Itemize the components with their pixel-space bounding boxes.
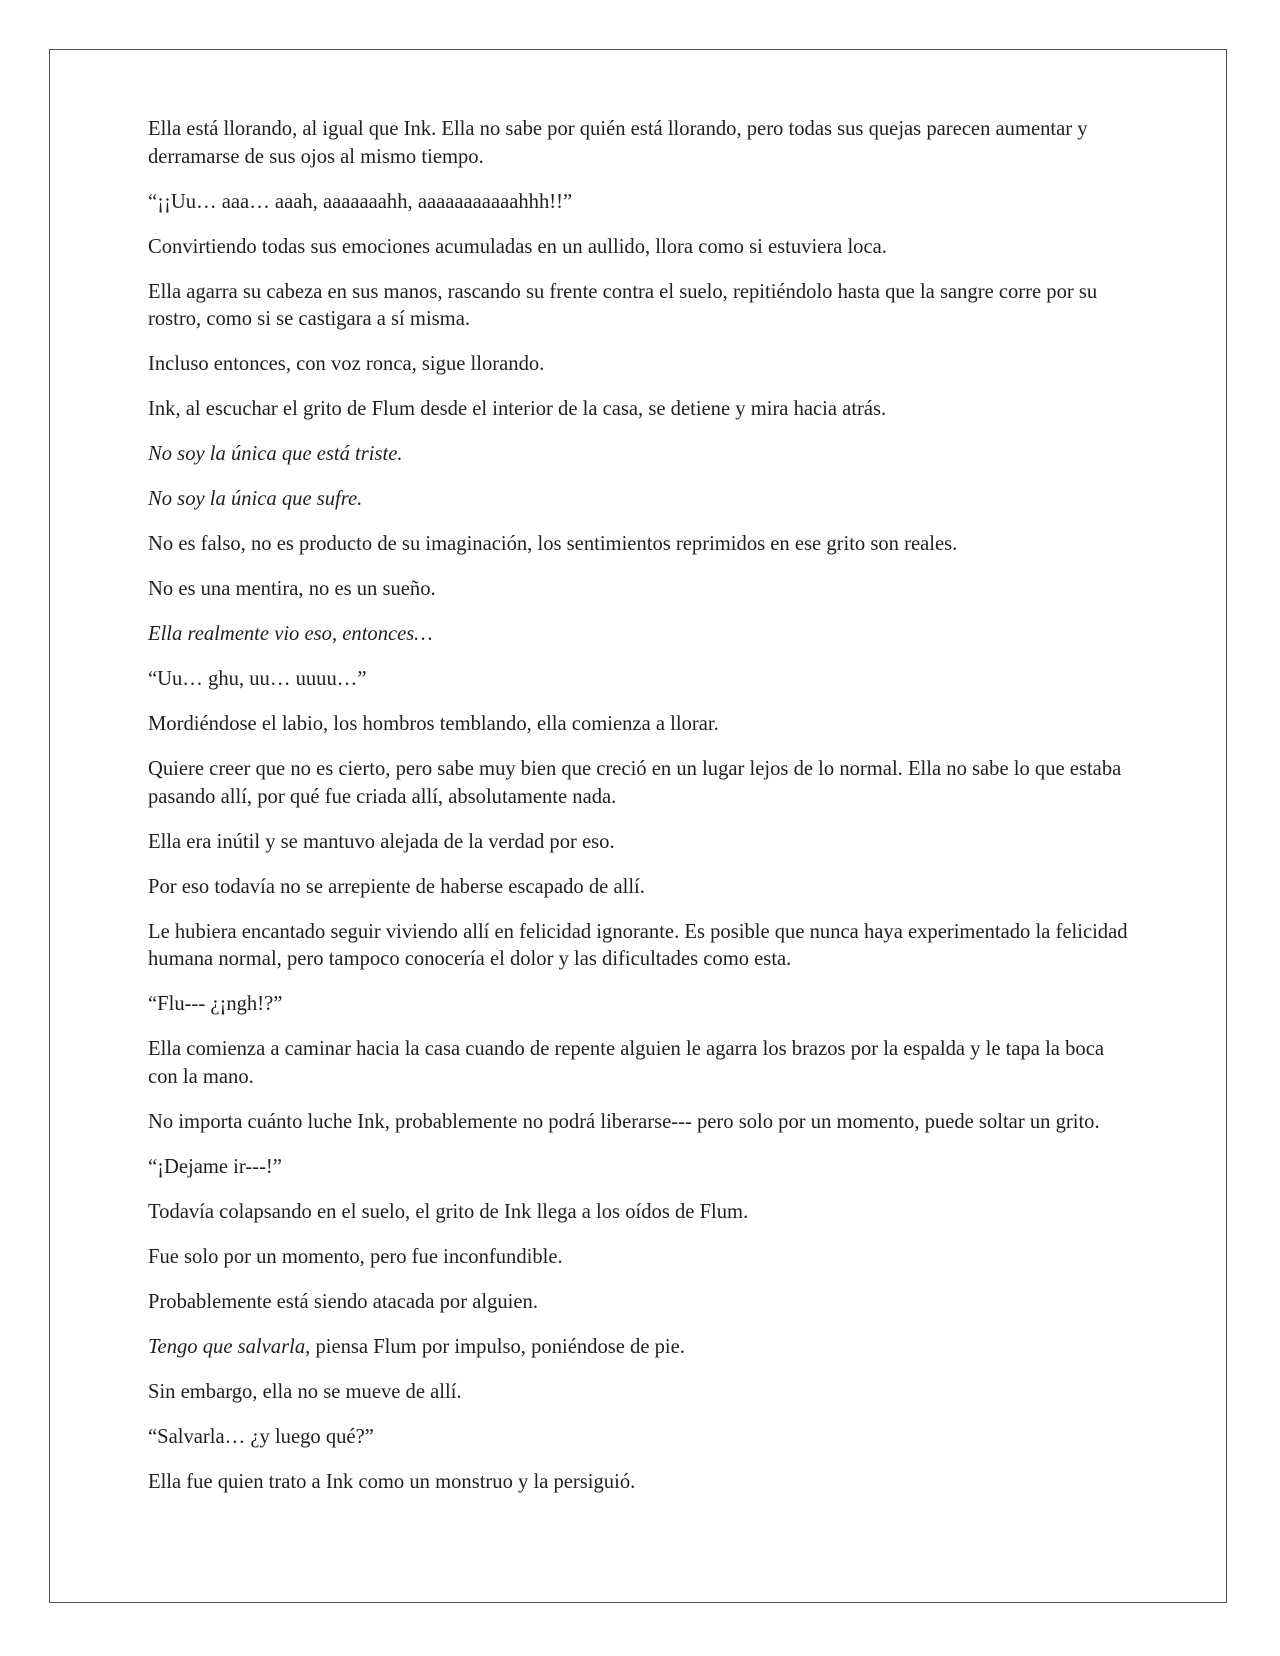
- dialogue-line: “¡Dejame ir---!”: [148, 1155, 282, 1178]
- paragraph: Tengo que salvarla, piensa Flum por impulso, poniéndose de pie.: [148, 1335, 685, 1358]
- paragraph: Convirtiendo todas sus emociones acumuladas en un aullido, llora como si estuviera loca.: [148, 235, 887, 258]
- paragraph: Todavía colapsando en el suelo, el grito de Ink llega a los oídos de Flum.: [148, 1200, 749, 1223]
- paragraph: Ella agarra su cabeza en sus manos, rascando su frente contra el suelo, repitiéndolo hasta que la sangre corre por su rostro, como si se castigara a sí misma.: [148, 280, 1098, 330]
- dialogue-line: “Salvarla… ¿y luego qué?”: [148, 1425, 374, 1448]
- dialogue-line: “Flu--- ¿¡ngh!?”: [148, 993, 283, 1015]
- paragraph: Quiere creer que no es cierto, pero sabe muy bien que creció en un lugar lejos de lo normal. Ella no sabe lo que estaba pasando allí, por qué fue criada allí, absolutamente nada.: [148, 758, 1122, 808]
- paragraph: “¡¡Uu… aaa… aaah, aaaaaaahh, aaaaaaaaaaahhh!!”: [148, 190, 573, 213]
- paragraph: Probablemente está siendo atacada por alguien.: [148, 1290, 538, 1313]
- paragraph: Ink, al escuchar el grito de Flum desde el interior de la casa, se detiene y mira hacia atrás.: [148, 398, 887, 420]
- paragraph: Ella comienza a caminar hacia la casa cuando de repente alguien le agarra los brazos por la espalda y le tapa la boca con la mano.: [148, 1038, 1104, 1088]
- paragraph: Sin embargo, ella no se mueve de allí.: [148, 1380, 462, 1403]
- paragraph: Por eso todavía no se arrepiente de haberse escapado de allí.: [148, 875, 645, 898]
- italic-thought: Ella realmente vio eso, entonces…: [148, 623, 433, 645]
- paragraph: Ella fue quien trato a Ink como un monstruo y la persiguió.: [148, 1470, 636, 1493]
- dialogue-line: “Uu… ghu, uu… uuuu…”: [148, 668, 367, 690]
- paragraph: No es falso, no es producto de su imaginación, los sentimientos reprimidos en ese grito son reales.: [148, 533, 958, 555]
- paragraph: Le hubiera encantado seguir viviendo allí en felicidad ignorante. Es posible que nunca haya experimentado la felicidad humana normal, pero tampoco conocería el dolor y las dificultades como esta.: [148, 920, 1128, 970]
- italic-thought: No soy la única que sufre.: [148, 488, 363, 510]
- paragraph: Mordiéndose el labio, los hombros temblando, ella comienza a llorar.: [148, 713, 719, 735]
- paragraph: Ella está llorando, al igual que Ink. Ella no sabe por quién está llorando, pero todas sus quejas parecen aumentar y derramarse de sus ojos al mismo tiempo.: [148, 118, 1088, 168]
- paragraph: No importa cuánto luche Ink, probablemente no podrá liberarse--- pero solo por un momento, puede soltar un grito.: [148, 1110, 1100, 1133]
- paragraph: Incluso entonces, con voz ronca, sigue llorando.: [148, 353, 545, 375]
- italic-phrase: Tengo que salvarla: [148, 1335, 306, 1358]
- italic-thought: No soy la única que está triste.: [148, 443, 403, 465]
- paragraph: Fue solo por un momento, pero fue inconfundible.: [148, 1245, 563, 1268]
- paragraph: Ella era inútil y se mantuvo alejada de la verdad por eso.: [148, 830, 615, 853]
- document-body: [148, 116, 1138, 1514]
- paragraph: No es una mentira, no es un sueño.: [148, 578, 436, 600]
